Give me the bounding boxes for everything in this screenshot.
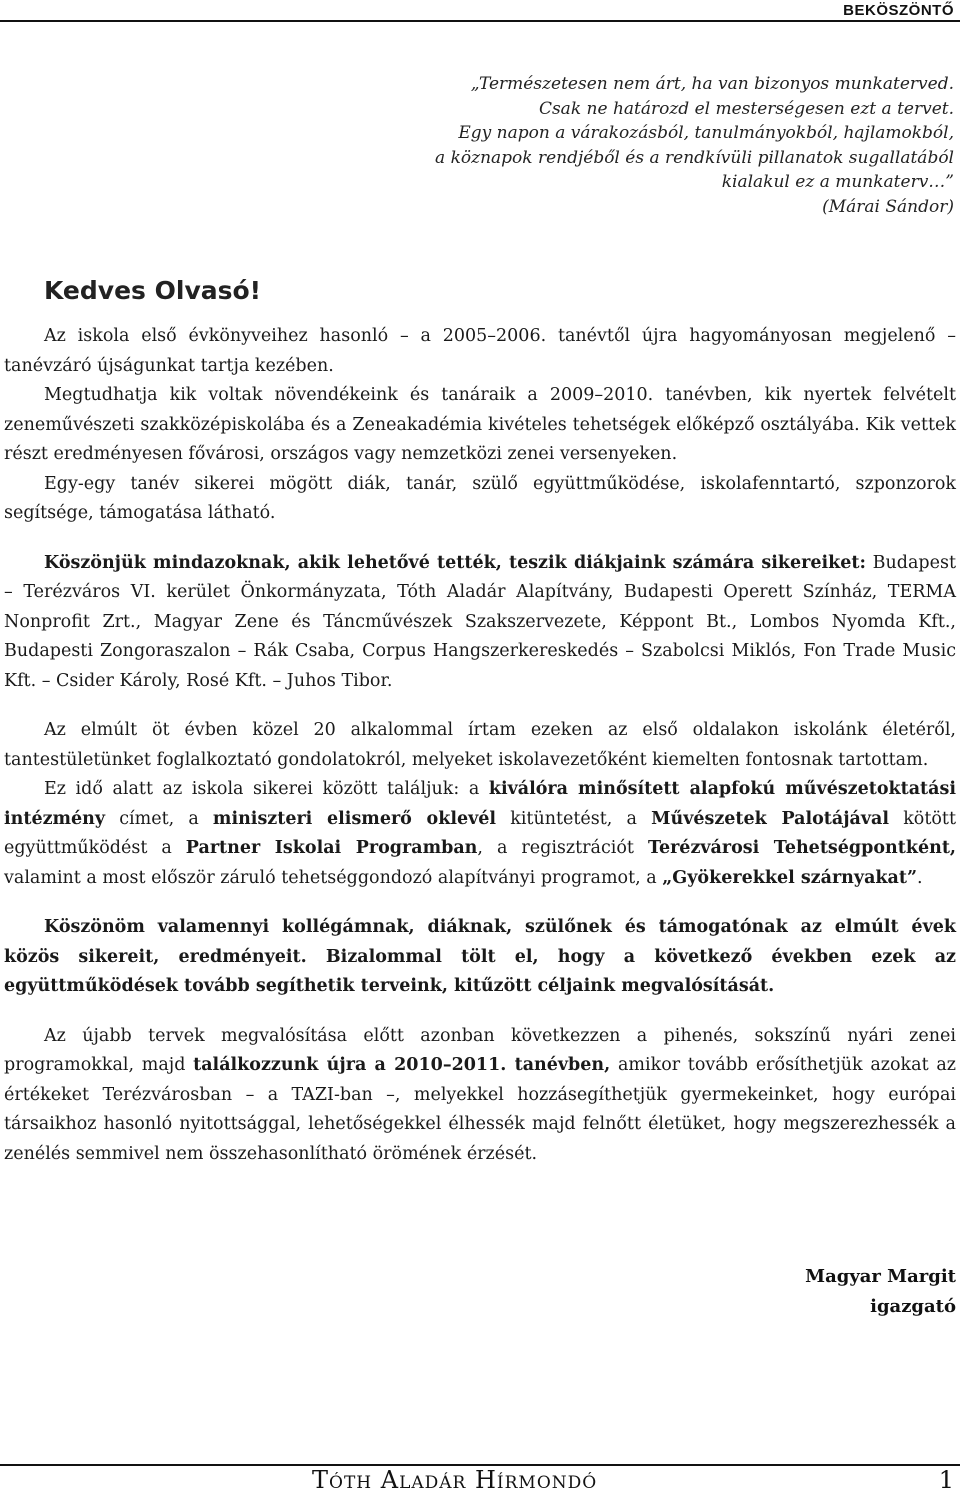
thanks-bold: Köszönjük mindazoknak, akik lehetővé tették, teszik diákjaink számára sikereiket: [44, 552, 866, 573]
text-run: , a regisztrációt [477, 838, 648, 858]
thanks-paragraph [4, 549, 956, 697]
header-rule [0, 20, 960, 22]
bold-run: Terézvárosi Tehetségpontként, [647, 838, 956, 858]
sponsor-list: Budapest – Terézváros VI. kerület Önkormányzata, Tóth Aladár Alapítvány, Budapesti Operett Színház, TERMA Nonprofit Zrt., Magyar Zene és Táncművészek Szakszervezete, Képpont Bt., Lombos Nyomda Kft., Budapesti Zongoraszalon – Rák Csaba, Corpus Hangszerkereskedés – Szabolcsi Miklós, Fon Trade Music Kft. – Csider Károly, Rosé Kft. – Juhos Tibor. [4, 552, 956, 691]
bold-run: Művészetek Palotájával [651, 808, 890, 829]
achievements-paragraph [4, 775, 956, 893]
motto-line: „Természetesen nem árt, ha van bizonyos munkaterved. [470, 74, 954, 94]
publication-title: Tóth Aladár Hírmondó [312, 1466, 598, 1494]
text-run: kötött együttműködést a [4, 808, 956, 858]
signature-name: Magyar Margit [805, 1266, 956, 1287]
text-run: címet, a [105, 808, 213, 829]
bold-run: „Gyökerekkel szárnyakat” [662, 867, 918, 888]
bold-run: miniszteri elismerő oklevél [212, 808, 497, 829]
signature-title: igazgató [870, 1296, 956, 1317]
greeting-heading: Kedves Olvasó! [44, 276, 262, 305]
closing-paragraph [4, 1022, 956, 1170]
letter-body [4, 322, 956, 1169]
section-title: BEKÖSZÖNTŐ [843, 2, 954, 19]
bold-run: kiválóra minősített alapfokú művészetoktatási intézmény [4, 779, 956, 829]
paragraph: Megtudhatja kik voltak növendékeink és tanáraik a 2009–2010. tanévben, kik nyertek felvételt zeneművészeti szakközépiskolába és a Zeneakadémia kivételes tehetségek előképző osztályába. Kik vettek részt eredményesen fővárosi, országos vagy nemzetközi zenei versenyeken. [4, 385, 956, 464]
motto-quote [354, 72, 954, 219]
motto-line: kialakul ez a munkaterv…” [721, 172, 954, 192]
page-number: 1 [938, 1466, 954, 1494]
paragraph: Egy-egy tanév sikerei mögött diák, tanár, szülő együttműködése, iskolafenntartó, szponzorok segítsége, támogatása látható. [4, 473, 956, 523]
motto-author: (Márai Sándor) [822, 196, 954, 217]
paragraph: Az iskola első évkönyveihez hasonló – a 2005–2006. tanévtől újra hagyományosan megjelenő – tanévzáró újságunkat tartja kezében. [4, 326, 956, 376]
text-run: Az újabb tervek megvalósítása előtt azonban következzen a pihenés, sokszínű nyári zenei programokkal, majd [4, 1025, 956, 1075]
signature [805, 1262, 956, 1322]
paragraph: Az elmúlt öt évben közel 20 alkalommal írtam ezeken az első oldalakon iskolánk életéről, tantestületünket foglalkoztató gondolatokról, melyeket iskolavezetőként kiemelten fontosnak tartottam. [4, 720, 956, 770]
motto-line: Egy napon a várakozásból, tanulmányokból, hajlamokból, [458, 123, 954, 143]
bold-run: Partner Iskolai Programban [185, 838, 478, 858]
bold-run: találkozzunk újra a 2010–2011. tanévben, [193, 1055, 611, 1075]
motto-line: Csak ne határozd el mesterségesen ezt a tervet. [538, 98, 954, 119]
text-run: amikor tovább erősíthetjük azokat az értékeket Terézvárosban – a TAZI-ban –, melyekkel hozzásegíthetjük gyermekeinket, hogy európai társaikhoz hasonló nyitottsággal, lehetőségekkel élhessék majd felnőtt életüket, hogy megszerezhessék a zenélés semmivel nem összehasonlítható örömének érzését. [4, 1055, 956, 1164]
text-run: Ez idő alatt az iskola sikerei között találjuk: a [44, 779, 489, 799]
motto-line: a köznapok rendjéből és a rendkívüli pillanatok sugallatából [435, 147, 954, 168]
text-run: . [917, 867, 923, 888]
text-run: valamint a most először záruló tehetséggondozó alapítványi programot, a [4, 867, 663, 888]
bold-run: Köszönöm valamennyi kollégámnak, diáknak, szülőnek és támogatónak az elmúlt évek közös sikereit, eredményeit. Bizalommal tölt el, hogy a következő években ezek az együttműködések tovább segíthetik terveink, kitűzött céljaink megvalósítását. [4, 917, 956, 996]
gratitude-paragraph [4, 913, 956, 1002]
text-run: kitüntetést, a [496, 808, 652, 829]
